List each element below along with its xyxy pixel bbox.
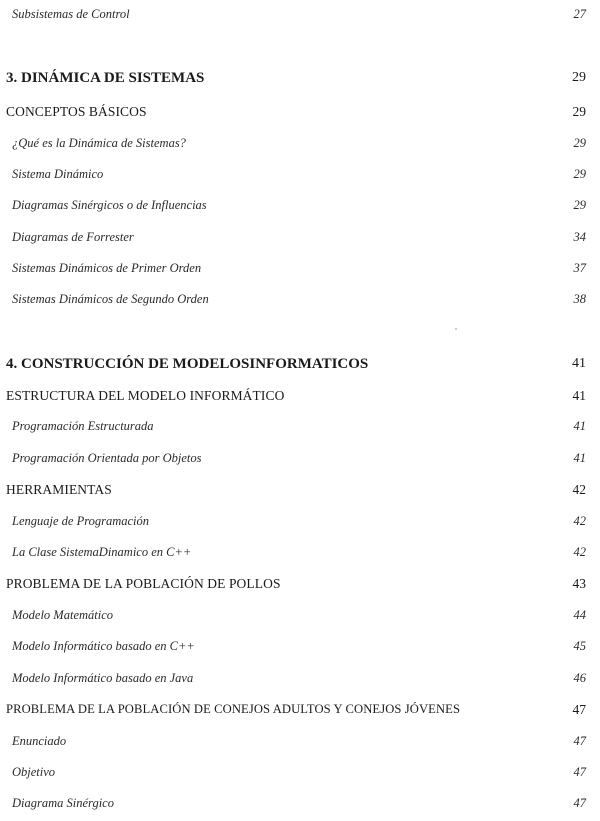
toc-section-page: 41 bbox=[572, 388, 586, 403]
toc-section bbox=[0, 702, 600, 722]
toc-entry-title: Programación Estructurada bbox=[12, 419, 154, 433]
toc-entry-title: La Clase SistemaDinamico en C++ bbox=[12, 545, 192, 559]
toc-entry bbox=[0, 292, 600, 312]
toc-entry bbox=[0, 796, 600, 816]
toc-entry bbox=[0, 671, 600, 691]
toc-entry-title: Enunciado bbox=[12, 734, 67, 748]
toc-entry bbox=[0, 136, 600, 156]
toc-entry-title: ¿Qué es la Dinámica de Sistemas? bbox=[12, 136, 186, 150]
toc-entry bbox=[0, 765, 600, 785]
toc-entry-page: 27 bbox=[573, 7, 586, 21]
toc-entry-title: Sistema Dinámico bbox=[12, 167, 104, 181]
toc-section-conceptos-basicos bbox=[0, 104, 600, 124]
toc-entry bbox=[0, 230, 600, 250]
scan-speck bbox=[455, 328, 457, 330]
toc-section-title: HERRAMIENTAS bbox=[6, 482, 112, 497]
toc-chapter-3 bbox=[0, 70, 600, 90]
toc-section-page: 43 bbox=[572, 576, 586, 591]
toc-entry-title: Sistemas Dinámicos de Segundo Orden bbox=[12, 292, 209, 306]
toc-entry-page: 47 bbox=[573, 796, 586, 810]
toc-entry bbox=[0, 261, 600, 281]
toc-entry-page: 29 bbox=[573, 198, 586, 212]
toc-entry-page: 45 bbox=[573, 639, 586, 653]
toc-section-page: 29 bbox=[572, 104, 586, 119]
toc-section-title: CONCEPTOS BÁSICOS bbox=[6, 104, 147, 119]
toc-chapter-page: 29 bbox=[572, 70, 586, 85]
toc-entry-title: Programación Orientada por Objetos bbox=[12, 451, 202, 465]
toc-entry-page: 29 bbox=[573, 136, 586, 150]
toc-entry bbox=[0, 545, 600, 565]
toc-section bbox=[0, 482, 600, 502]
toc-section-title: PROBLEMA DE LA POBLACIÓN DE CONEJOS ADULTOS Y CONEJOS JÓVENES bbox=[6, 702, 461, 716]
toc-entry-page: 41 bbox=[573, 451, 586, 465]
toc-entry-page: 34 bbox=[573, 230, 586, 244]
toc-entry bbox=[0, 198, 600, 218]
toc-entry-title: Diagramas Sinérgicos o de Influencias bbox=[12, 198, 207, 212]
toc-section-page: 47 bbox=[572, 702, 586, 717]
toc-entry bbox=[0, 608, 600, 628]
toc-entry-subsistemas-de-control bbox=[0, 7, 600, 27]
toc-entry-title: Subsistemas de Control bbox=[12, 7, 130, 21]
toc-entry-title: Sistemas Dinámicos de Primer Orden bbox=[12, 261, 202, 275]
toc-entry bbox=[0, 419, 600, 439]
toc-entry-page: 29 bbox=[573, 167, 586, 181]
toc-section-title: PROBLEMA DE LA POBLACIÓN DE POLLOS bbox=[6, 576, 281, 591]
toc-chapter-4 bbox=[0, 356, 600, 376]
toc-section bbox=[0, 388, 600, 408]
toc-section-title: ESTRUCTURA DEL MODELO INFORMÁTICO bbox=[6, 388, 285, 403]
toc-entry-page: 41 bbox=[573, 419, 586, 433]
toc-entry-page: 46 bbox=[573, 671, 586, 685]
toc-chapter-title: 3. DINÁMICA DE SISTEMAS bbox=[6, 70, 205, 86]
toc-entry bbox=[0, 734, 600, 754]
toc-entry-title: Modelo Informático basado en C++ bbox=[12, 639, 195, 653]
toc-entry-title: Diagramas de Forrester bbox=[12, 230, 134, 244]
toc-entry-title: Modelo Matemático bbox=[12, 608, 114, 622]
toc-entry-page: 42 bbox=[573, 514, 586, 528]
toc-entry-page: 38 bbox=[573, 292, 586, 306]
toc-entry bbox=[0, 514, 600, 534]
toc-entry-title: Modelo Informático basado en Java bbox=[12, 671, 194, 685]
toc-entry bbox=[0, 167, 600, 187]
toc-entry-page: 47 bbox=[573, 765, 586, 779]
toc-chapter-title: 4. CONSTRUCCIÓN DE MODELOSINFORMATICOS bbox=[6, 356, 369, 372]
toc-chapter-page: 41 bbox=[572, 356, 586, 371]
toc-entry-page: 44 bbox=[573, 608, 586, 622]
toc-section-page: 42 bbox=[572, 482, 586, 497]
toc-section bbox=[0, 576, 600, 596]
toc-entry-page: 47 bbox=[573, 734, 586, 748]
toc-entry bbox=[0, 451, 600, 471]
toc-entry-page: 37 bbox=[573, 261, 586, 275]
toc-entry-page: 42 bbox=[573, 545, 586, 559]
toc-entry-title: Diagrama Sinérgico bbox=[12, 796, 114, 810]
toc-entry-title: Lenguaje de Programación bbox=[12, 514, 150, 528]
toc-entry bbox=[0, 639, 600, 659]
toc-entry-title: Objetivo bbox=[12, 765, 56, 779]
